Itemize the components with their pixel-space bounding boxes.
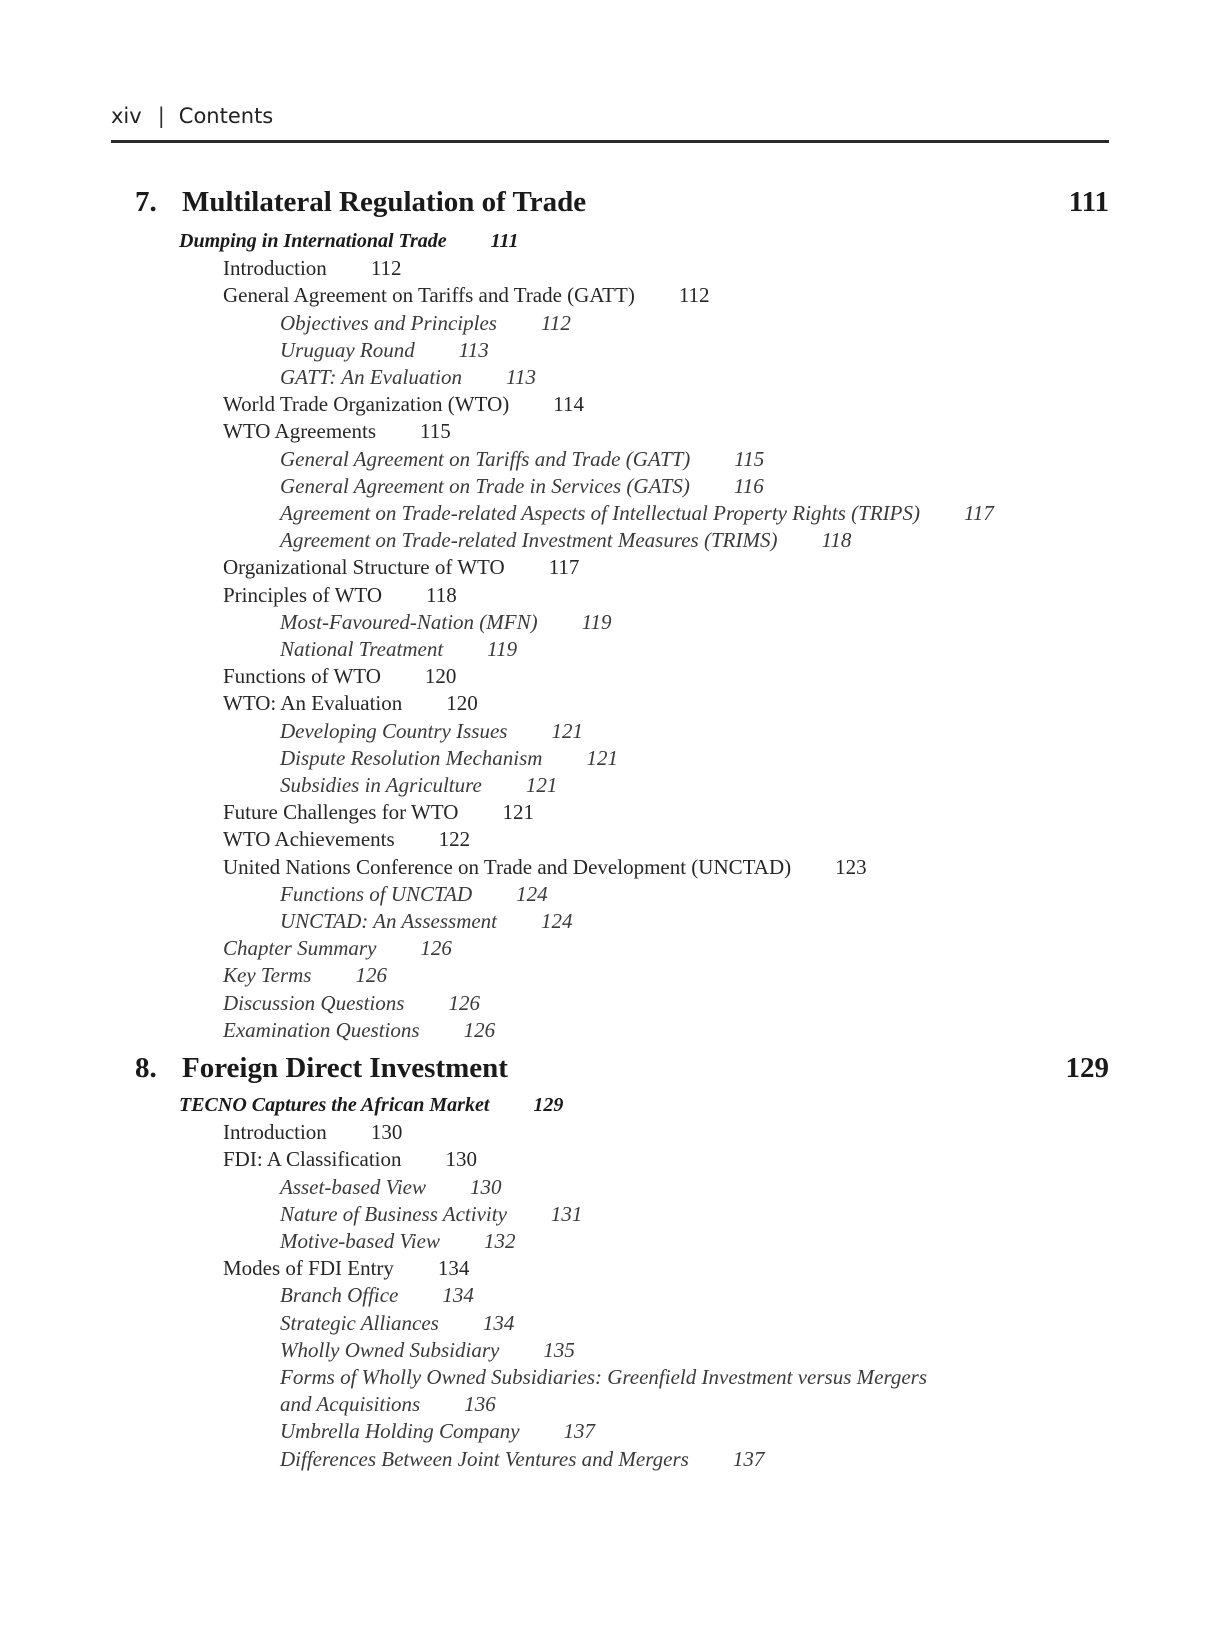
toc-entry[interactable] [223,1017,495,1044]
toc-entry-page: 115 [734,446,765,471]
toc-entry-page: 118 [426,582,457,607]
chapter-page: 129 [1065,1052,1109,1084]
toc-entry[interactable] [280,1174,502,1201]
toc-entry[interactable] [280,772,557,799]
toc-entry-title: Functions of WTO [223,664,381,689]
toc-entry-page: 130 [470,1174,502,1199]
toc-entry-title: GATT: An Evaluation [280,365,463,389]
toc-entry[interactable] [280,500,994,527]
toc-entry[interactable] [280,1364,927,1391]
toc-entry-page: 116 [733,473,764,498]
chapter-number: 8. [135,1052,157,1084]
toc-entry-title: Principles of WTO [223,582,383,607]
toc-entry-title: Most-Favoured-Nation (MFN) [280,609,538,634]
toc-entry-title: Discussion Questions [223,990,405,1015]
toc-entry-title: Differences Between Joint Ventures and Mergers [280,1446,689,1471]
toc-entry[interactable] [280,1337,575,1364]
toc-entry-page: 113 [506,365,536,389]
toc-entry[interactable] [223,799,534,826]
toc-entry[interactable] [280,446,764,473]
toc-entry-page: 112 [678,283,710,308]
toc-entry[interactable] [280,310,571,337]
toc-entry-title: WTO Agreements [223,419,376,444]
toc-entry[interactable] [280,473,764,500]
toc-entry-page: 132 [483,1229,516,1253]
toc-entry[interactable] [280,881,548,908]
chapter-heading-8[interactable] [135,1052,1109,1088]
toc-entry-page: 120 [424,664,457,689]
toc-entry[interactable] [280,1282,474,1309]
toc-entry-title: Umbrella Holding Company [280,1419,520,1444]
toc-entry[interactable] [223,854,867,881]
toc-entry-page: 123 [835,854,867,879]
toc-entry-title: Motive-based View [280,1229,440,1253]
toc-entry[interactable] [223,826,470,853]
toc-entry[interactable] [223,935,452,962]
running-head [111,104,273,128]
toc-entry[interactable] [280,636,517,663]
toc-entry-title: Nature of Business Activity [280,1201,507,1226]
toc-entry[interactable] [223,1146,477,1173]
toc-entry-page: 124 [516,881,548,906]
chapter-title: Multilateral Regulation of Trade [182,186,587,218]
toc-entry-page: 112 [370,256,402,281]
toc-entry-title: and Acquisitions [280,1392,421,1417]
toc-entry-page: 119 [487,637,518,661]
toc-entry-title: Subsidies in Agriculture [280,773,482,797]
toc-entry[interactable] [280,1201,582,1228]
toc-entry-title: United Nations Conference on Trade and Development (UNCTAD) [223,854,792,879]
toc-entry-page: 134 [442,1283,474,1308]
toc-entry-page: 126 [463,1017,496,1042]
toc-entry[interactable] [223,255,402,282]
toc-entry-title: Key Terms [223,963,312,988]
toc-entry-title: Agreement on Trade-related Aspects of Intellectual Property Rights (TRIPS) [280,501,920,525]
toc-entry[interactable] [223,663,456,690]
toc-entry[interactable] [280,718,583,745]
toc-entry-title: Organizational Structure of WTO [223,555,505,580]
toc-entry-title: Dumping in International Trade [179,230,447,252]
toc-entry-page: 117 [548,555,580,580]
toc-entry-page: 120 [446,691,478,716]
toc-entry[interactable] [280,337,489,364]
toc-entry[interactable] [223,418,451,445]
toc-entry-page: 134 [482,1310,515,1335]
toc-entry-page: 119 [581,609,612,634]
toc-entry-page: 130 [370,1120,403,1145]
toc-entry[interactable] [223,391,584,418]
toc-entry[interactable] [223,582,457,609]
toc-entry-page: 136 [464,1392,496,1417]
toc-entry-page: 117 [963,501,994,525]
toc-entry-title: UNCTAD: An Assessment [280,909,498,933]
toc-entry-page: 129 [533,1094,564,1116]
toc-entry-page: 112 [540,310,571,335]
separator: | [157,104,165,128]
toc-entry-title: Introduction [223,1120,327,1145]
toc-entry[interactable] [280,745,618,772]
toc-entry-page: 121 [502,800,534,825]
toc-entry-title: Functions of UNCTAD [280,881,473,906]
chapter-heading-7[interactable] [135,186,1109,222]
toc-entry-title: TECNO Captures the African Market [179,1094,490,1116]
toc-entry-page: 134 [437,1256,470,1281]
toc-entry-page: 126 [355,963,387,988]
toc-entry-page: 131 [550,1201,583,1226]
toc-entry[interactable] [223,1119,402,1146]
toc-entry[interactable] [179,228,518,255]
toc-entry[interactable] [280,1418,595,1445]
toc-entry[interactable] [223,690,478,717]
toc-entry-page: 121 [586,745,618,770]
toc-entry-title: WTO: An Evaluation [223,691,403,716]
toc-entry[interactable] [223,554,579,581]
toc-entry-title: World Trade Organization (WTO) [223,392,510,417]
toc-entry-title: FDI: A Classification [223,1147,402,1172]
toc-entry-title: National Treatment [280,637,444,661]
toc-entry-page: 118 [821,528,852,553]
toc-entry-page: 122 [438,827,471,852]
toc-entry-page: 130 [445,1147,477,1172]
toc-entry-title: Chapter Summary [223,936,377,961]
toc-entry-title: Developing Country Issues [280,718,508,743]
toc-entry-title: Asset-based View [280,1174,426,1199]
page-number: xiv [111,104,142,128]
toc-entry-page: 115 [420,419,451,444]
chapter-title: Foreign Direct Investment [182,1052,508,1084]
toc-entry-title: Wholly Owned Subsidiary [280,1337,500,1362]
toc-entry[interactable] [280,1391,496,1418]
toc-entry-page: 137 [732,1446,765,1471]
toc-entry[interactable] [280,1310,514,1337]
toc-entry-page: 124 [541,909,573,933]
toc-entry[interactable] [280,609,612,636]
toc-entry-title: Uruguay Round [280,337,415,362]
toc-entry-page: 111 [490,230,519,252]
toc-entry-page: 121 [551,718,583,743]
running-head-section: Contents [178,104,274,128]
toc-entry[interactable] [179,1092,563,1119]
chapter-number: 7. [135,186,157,218]
toc-entry[interactable] [223,1255,469,1282]
toc-entry[interactable] [223,990,480,1017]
toc-entry-title: General Agreement on Tariffs and Trade (GATT) [280,446,691,471]
toc-entry[interactable] [223,282,710,309]
chapter-page: 111 [1068,186,1109,218]
toc-entry[interactable] [280,364,536,391]
toc-entry-title: General Agreement on Tariffs and Trade (GATT) [223,283,635,308]
toc-entry-page: 135 [543,1337,575,1362]
toc-entry[interactable] [280,1446,764,1473]
toc-entry-title: Dispute Resolution Mechanism [280,745,543,770]
toc-entry-title: Objectives and Principles [280,310,497,335]
toc-entry-title: Introduction [223,256,327,281]
toc-entry-page: 113 [458,337,489,362]
toc-entry-title: Examination Questions [223,1017,420,1042]
toc-entry-title: General Agreement on Trade in Services (GATS) [280,473,690,498]
toc-entry[interactable] [280,1228,515,1255]
toc-entry[interactable] [280,527,851,554]
toc-entry-title: Forms of Wholly Owned Subsidiaries: Greenfield Investment versus Mergers [280,1365,928,1389]
toc-entry-title: Agreement on Trade-related Investment Measures (TRIMS) [280,528,778,553]
toc-entry-page: 126 [420,936,452,961]
toc-entry-title: Future Challenges for WTO [223,800,459,825]
toc-entry-page: 126 [448,990,480,1015]
header-rule [111,140,1109,143]
toc-entry-title: Strategic Alliances [280,1310,439,1335]
toc-entry-title: Modes of FDI Entry [223,1256,394,1281]
toc-entry-page: 137 [563,1419,596,1444]
toc-entry-title: WTO Achievements [223,827,395,852]
toc-entry-page: 121 [525,773,558,797]
toc-entry-page: 114 [553,392,584,417]
toc-entry[interactable] [223,962,387,989]
toc-entry-title: Branch Office [280,1283,399,1308]
toc-entry[interactable] [280,908,573,935]
